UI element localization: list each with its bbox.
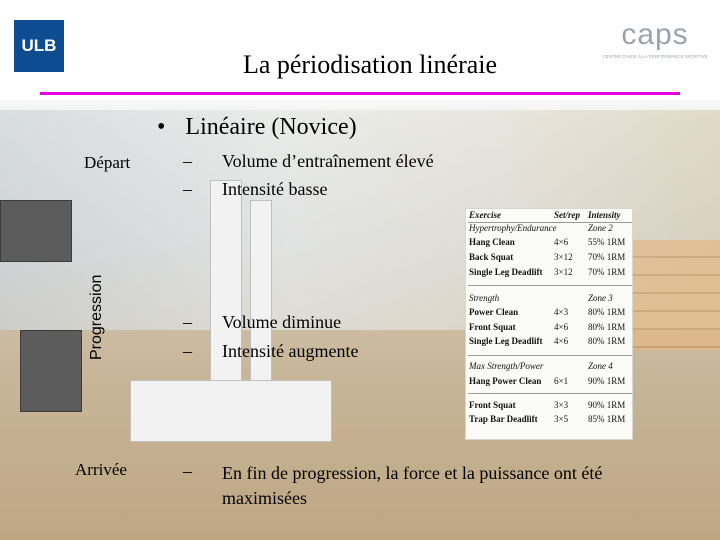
table-row: Strength Zone 3 (469, 293, 613, 303)
caps-logo (600, 20, 710, 75)
table-divider (468, 393, 632, 394)
gym-machine-base (130, 380, 332, 442)
slide-header (0, 0, 720, 100)
main-bullet (157, 114, 357, 141)
table-row: Power Clean 4×3 80% 1RM (469, 307, 626, 317)
table-header-cell: Set/rep (554, 210, 580, 220)
caps-logo-subtitle: CENTRE D'AIDE À LA PERFORMANCE SPORTIVE (602, 54, 708, 59)
depart-label: Départ (84, 153, 131, 172)
ulb-logo: ULB (14, 20, 64, 72)
exercise-table (465, 208, 633, 440)
table-row: Single Leg Deadlift 3×12 70% 1RM (469, 267, 626, 277)
progression-axis-label: Progression (88, 274, 105, 360)
table-row: Back Squat 3×12 70% 1RM (469, 252, 626, 262)
table-row: Front Squat 4×6 80% 1RM (469, 322, 626, 332)
table-row: Hang Power Clean 6×1 90% 1RM (469, 376, 626, 386)
bullet-dot: • (157, 114, 166, 140)
table-header-cell: Intensity (588, 210, 621, 220)
main-bullet-text: Linéaire (Novice) (185, 114, 357, 140)
slide-title: La périodisation linéraie (242, 50, 498, 79)
table-divider (468, 355, 632, 356)
table-row: Hypertrophy/Endurance Zone 2 (469, 223, 613, 233)
gym-machine-seat (20, 330, 82, 412)
table-divider (468, 285, 632, 286)
caps-logo-text: caps (621, 18, 689, 51)
title-underline (40, 92, 680, 95)
gym-machine-bench (0, 200, 72, 262)
arrivee-label: Arrivée (75, 460, 127, 479)
table-row: Trap Bar Deadlift 3×5 85% 1RM (469, 414, 626, 424)
table-row: Front Squat 3×3 90% 1RM (469, 400, 626, 410)
table-row: Max Strength/Power Zone 4 (469, 361, 613, 371)
table-header-cell: Exercise (469, 210, 501, 220)
table-row: Single Leg Deadlift 4×6 80% 1RM (469, 336, 626, 346)
table-row: Hang Clean 4×6 55% 1RM (469, 237, 626, 247)
